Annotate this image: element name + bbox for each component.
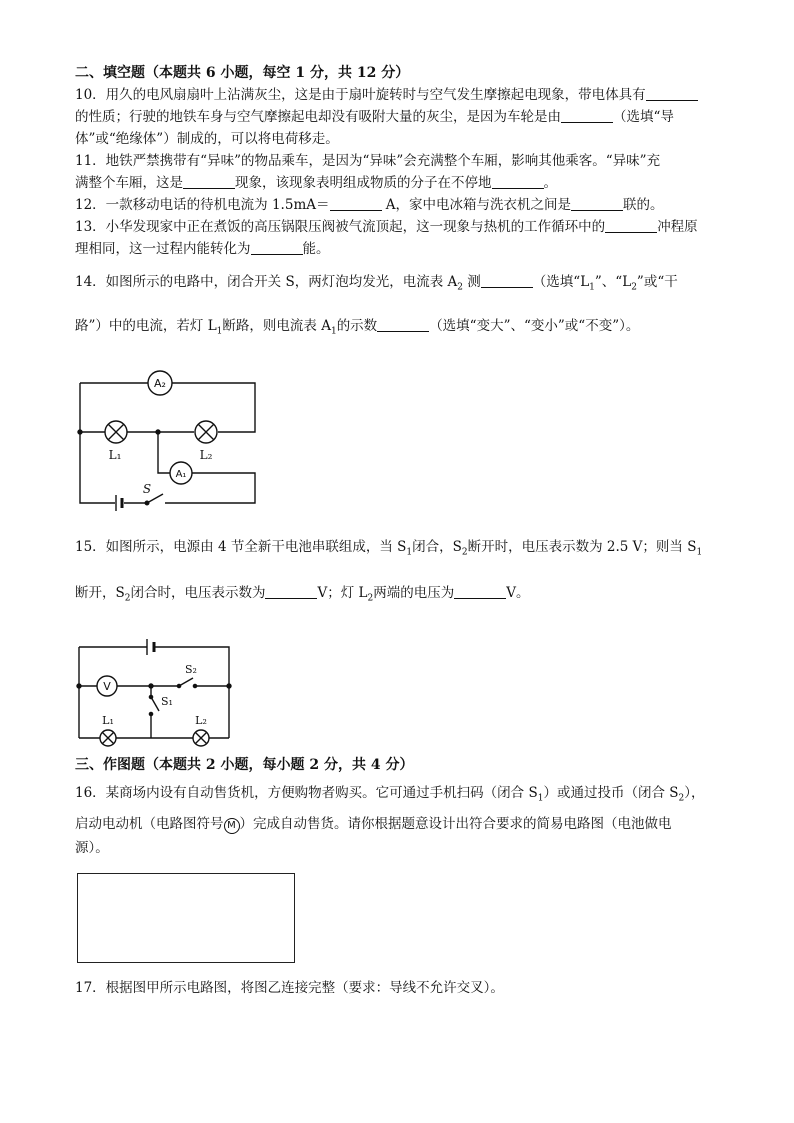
q14-d: ”、“L xyxy=(594,274,632,290)
q14-ammeter-a2 xyxy=(148,371,172,395)
q13-line1a: 13．小华发现家中正在煮饭的高压锅限压阀被气流顶起，这一现象与热机的工作循环中的 xyxy=(75,219,606,235)
q16-d: 启动电动机（电路图符号 xyxy=(75,816,224,833)
q15-blank-1[interactable] xyxy=(265,584,317,599)
question-15 xyxy=(75,525,725,747)
question-11 xyxy=(75,150,725,194)
q14-ammeter-a1 xyxy=(170,462,192,484)
q14-c: （选填“L xyxy=(532,274,590,290)
q15-blank-2[interactable] xyxy=(454,584,506,599)
q16-a-sub: 1 xyxy=(537,793,544,804)
q14-c-sub: 1 xyxy=(589,282,595,293)
q16-f: 源）。 xyxy=(75,840,109,857)
q10-line1: 10．用久的电风扇扇叶上沾满灰尘，这是由于扇叶旋转时与空气发生摩擦起电现象，带电体具有 xyxy=(75,87,646,103)
q15-d-sub: 2 xyxy=(124,593,131,604)
q14-g: 断路，则电流表 A xyxy=(222,317,331,334)
q14-lamp-l1 xyxy=(105,421,127,462)
q14-ammeter-a1-label: A₁ xyxy=(175,469,187,481)
q14-circuit-diagram xyxy=(75,365,275,515)
q16-a: 16．某商场内设有自动售货机，方便购物者购买。它可通过手机扫码（闭合 S xyxy=(75,784,538,801)
q14-junction-left xyxy=(78,430,82,434)
q14-switch-s-label: S xyxy=(142,482,152,497)
q13-blank-2[interactable] xyxy=(251,240,303,255)
q16-c: ）， xyxy=(684,784,705,801)
q14-junction-center xyxy=(156,430,160,434)
q14-i: （选填“变大”、“变小”或“不变”）。 xyxy=(429,317,640,334)
q14-blank-2[interactable] xyxy=(377,317,429,332)
question-12 xyxy=(75,194,725,216)
q16-b: ）或通过投币（闭合 S xyxy=(543,784,679,801)
q11-blank-1[interactable] xyxy=(183,174,235,189)
q14-left-wire xyxy=(80,383,115,503)
q14-f-sub: 1 xyxy=(216,326,223,337)
q15-switch-s1-label: S₁ xyxy=(161,694,173,708)
q16-answer-box[interactable] xyxy=(77,873,295,963)
exam-page xyxy=(75,62,725,999)
q14-switch-s xyxy=(143,482,163,505)
q15-battery xyxy=(147,639,154,655)
q14-a-sub: 2 xyxy=(457,282,463,293)
question-14 xyxy=(75,260,725,515)
q15-lamp-l1-label: L₁ xyxy=(102,713,114,727)
section-3-heading: 三、作图题（本题共 2 小题，每小题 2 分，共 4 分） xyxy=(75,756,414,773)
q11-line2c: 。 xyxy=(543,175,557,191)
q16-e: ）完成自动售货。请你根据题意设计出符合要求的简易电路图（电池做电 xyxy=(239,816,672,833)
q13-blank-1[interactable] xyxy=(605,218,657,233)
q14-ammeter-a2-label: A₂ xyxy=(154,377,166,391)
q10-line3: 体”或“绝缘体”）制成的，可以将电荷移走。 xyxy=(75,131,339,147)
q10-blank-1[interactable] xyxy=(646,86,698,101)
q13-line2b: 能。 xyxy=(302,241,330,257)
q11-line1: 11．地铁严禁携带有“异味”的物品乘车，是因为“异味”会充满整个车厢，影响其他乘客。“异味”充 xyxy=(75,153,661,169)
q14-lamp-l1-label: L₁ xyxy=(108,448,122,463)
q14-d-sub: 2 xyxy=(631,282,637,293)
q15-a: 15．如图所示，电源由 4 节全新干电池串联组成，当 S xyxy=(75,539,407,556)
q11-line2b: 现象，该现象表明组成物质的分子在不停地 xyxy=(235,175,492,191)
q15-voltmeter-label: V xyxy=(103,679,111,693)
q12-blank-1[interactable] xyxy=(330,196,382,211)
q15-lamp-l1 xyxy=(100,714,116,746)
q14-b: 测 xyxy=(463,274,481,290)
q15-top-wire-right xyxy=(155,647,229,738)
q14-g-sub: 1 xyxy=(330,326,337,337)
q15-b-sub: 2 xyxy=(461,548,468,559)
q14-f: 路”）中的电流，若灯 L xyxy=(75,317,217,334)
q15-d: 断开，S xyxy=(75,585,125,602)
q14-a: 14．如图所示的电路中，闭合开关 S，两灯泡均发光，电流表 A xyxy=(75,274,458,290)
q14-branch-wire xyxy=(158,432,170,473)
section-2-heading: 二、填空题（本题共 6 小题，每空 1 分，共 12 分） xyxy=(75,65,410,81)
q13-line1b: 冲程原 xyxy=(657,219,698,235)
question-17: 17．根据图甲所示电路图，将图乙连接完整（要求：导线不允许交叉）。 xyxy=(75,980,504,997)
q15-f: V；灯 L xyxy=(317,585,368,602)
q15-c-sub: 1 xyxy=(696,548,703,559)
q15-a-sub: 1 xyxy=(406,548,413,559)
q15-switch-s2 xyxy=(177,663,197,688)
question-10 xyxy=(75,84,725,150)
q15-switch-s2-label: S₂ xyxy=(185,662,197,676)
q15-f-sub: 2 xyxy=(367,593,374,604)
q16-b-sub: 2 xyxy=(678,793,685,804)
q12-c: 联的。 xyxy=(623,197,664,213)
q10-blank-2[interactable] xyxy=(561,108,613,123)
q13-line2a: 理相同，这一过程内能转化为 xyxy=(75,241,251,257)
q12-blank-2[interactable] xyxy=(571,196,623,211)
q15-spacer xyxy=(197,679,229,686)
q15-circuit-diagram xyxy=(75,633,245,748)
q14-lamp-l2 xyxy=(195,421,217,462)
question-13 xyxy=(75,216,725,260)
question-16 xyxy=(75,780,725,964)
q10-line2b: （选填“导 xyxy=(613,109,674,125)
q15-b: 闭合，S xyxy=(412,539,462,556)
q15-h: V。 xyxy=(506,585,530,602)
q14-h: 的示数 xyxy=(336,317,378,334)
q15-lamp-l2-label: L₂ xyxy=(195,713,207,727)
q12-b: A，家中电冰箱与洗衣机之间是 xyxy=(381,197,572,213)
q14-battery xyxy=(116,495,122,511)
q15-junction-left xyxy=(77,684,81,688)
q15-g: 两端的电压为 xyxy=(373,585,455,602)
q15-e: 闭合时，电压表示数为 xyxy=(130,585,266,602)
q15-voltmeter xyxy=(97,676,117,696)
q15-switch-s1 xyxy=(149,686,173,738)
q15-lamp-l2 xyxy=(193,714,209,746)
q11-line2a: 满整个车厢，这是 xyxy=(75,175,183,191)
q14-e: ”或“干 xyxy=(636,274,678,290)
q12-a: 12．一款移动电话的待机电流为 1.5mA＝ xyxy=(75,197,330,213)
q11-blank-2[interactable] xyxy=(492,174,544,189)
q14-lamp-l2-label: L₂ xyxy=(199,448,213,463)
q15-junction-right xyxy=(227,684,231,688)
q14-blank-1[interactable] xyxy=(481,273,533,288)
motor-symbol-icon: M xyxy=(224,818,240,834)
q15-c: 断开时，电压表示数为 2.5 V；则当 S xyxy=(467,539,697,556)
q10-line2a: 的性质；行驶的地铁车身与空气摩擦起电却没有吸附大量的灰尘，是因为车轮是由 xyxy=(75,109,561,125)
